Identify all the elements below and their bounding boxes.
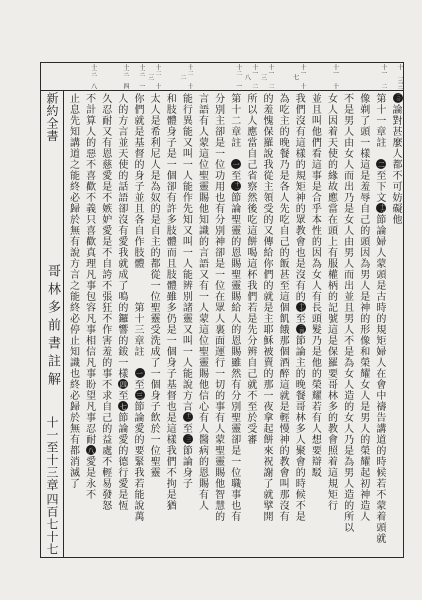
column-text: 和肢體身子是一個卻有許多肢體而且肢體雖多仍是一個身子基督也是這樣我們不拘是猶	[164, 93, 176, 511]
text-column	[371, 91, 387, 557]
verse-reference	[274, 64, 290, 89]
text-column	[290, 91, 306, 557]
text-column	[242, 91, 258, 557]
verse-reference	[161, 64, 177, 89]
verse-marker: 十六	[376, 203, 386, 213]
verse-reference	[97, 64, 113, 89]
body-text	[64, 91, 403, 557]
column-text: 節論愛的要緊我若能說萬	[132, 401, 143, 522]
text-column	[193, 91, 209, 557]
column-text: 像剃了頭一樣這是羞辱自己的頭因為男人是神的形像和榮耀女人是男人的榮耀起初神造人	[357, 93, 369, 522]
column-text: 節論身子	[180, 445, 192, 489]
verse-reference: 十一 二	[379, 64, 387, 89]
text-column	[339, 91, 355, 557]
column-text: 言語有人蒙這位聖靈賜他知識的言語又有一人蒙這位聖靈賜他信心有人醫病的恩賜有人	[196, 93, 208, 511]
column-text: 太人是希利尼人是為奴的是自主的都從一位聖靈受洗成了一個身子飲於一位聖靈	[148, 93, 160, 478]
verse-reference: 十三 八	[89, 64, 97, 89]
text-column	[129, 91, 145, 557]
text-column	[355, 91, 371, 557]
verse-reference: 十二 十二	[178, 64, 194, 89]
verse-marker: 四	[119, 380, 128, 388]
verse-marker: 一	[232, 160, 241, 168]
column-text: 我們沒有這樣的規矩神的眾教會也是沒有的	[293, 93, 305, 302]
column-text: 至	[132, 379, 143, 390]
verse-marker: 十七	[296, 302, 306, 312]
verse-reference	[210, 64, 226, 89]
column-text: 至	[293, 313, 305, 324]
text-column	[258, 91, 274, 557]
chapter-range: 十一至十三章	[45, 416, 59, 491]
section-title: 哥林多前書註解	[45, 264, 60, 390]
text-column	[145, 91, 161, 557]
verse-reference	[193, 64, 209, 89]
verse-reference: 十一 十七	[291, 64, 307, 89]
chapter-note-heading: 第十二章註	[228, 93, 240, 159]
verse-marker: 二	[377, 160, 386, 168]
text-column	[113, 91, 129, 557]
verse-reference	[306, 64, 322, 89]
column-text: 節論婦人蒙頭是古時的規矩婦人在會中禱告講道的時候若不蒙着頭就	[373, 214, 385, 544]
column-text: 至下文	[373, 170, 385, 203]
text-column	[64, 91, 80, 557]
column-text: 至	[228, 170, 240, 181]
verse-reference: 十一 二八	[243, 64, 258, 89]
column-text: 為吃主的晚餐乃是各人先吃自己的飯甚至這個飢餓那個酒醉這就是輕慢神的教會叫那沒有	[277, 93, 289, 522]
verse-marker: 八	[87, 446, 96, 454]
text-column	[210, 91, 226, 557]
column-text: 至	[115, 390, 127, 401]
verse-reference	[339, 64, 355, 89]
verse-marker: 三四	[296, 324, 306, 334]
verse-marker: 三一	[183, 434, 193, 444]
column-text: 你們就是基督的身子並且各自作肢體	[132, 93, 143, 302]
verse-reference: 十二 一	[234, 64, 242, 89]
text-column	[81, 91, 97, 557]
verse-reference-strip	[64, 64, 403, 90]
column-text: 節論聖靈的恩賜聖靈賜給人的恩賜雖然有分別聖靈卻是一位職事也有	[228, 192, 240, 522]
verse-marker: 三	[135, 391, 144, 399]
column-text: 論對甚麼人都不可妨礙他	[390, 104, 401, 225]
column-text: 所以人應當自己省察然後吃這餅喝這杯我們若是先分辨自己就不至於受審	[244, 93, 256, 445]
chapter-note-heading: 第十一章註	[373, 93, 385, 159]
column-text: 人的方言並天使的話語卻沒有愛我就成了鳴的鑼響的鈸一樣	[115, 93, 127, 379]
column-text: 女人因着天使的緣故應當在頭上有服權柄的記號這是保羅要哥林多的教會照着這規矩行	[325, 93, 337, 511]
book-title: 新約全書	[45, 92, 59, 142]
text-column	[161, 91, 177, 557]
text-column	[226, 91, 242, 557]
verse-reference: 十 三三	[396, 64, 403, 89]
verse-marker: 一	[135, 369, 144, 377]
column-text: 久忍耐又有恩慈愛是不嫉妒愛是不自誇不張狂不作害羞的事不求自己的益處不輕易發怒	[99, 93, 111, 511]
running-title-column	[41, 90, 63, 557]
column-text: 不是男人由女人而出乃是女人由男人而出並且男人不是為女人造的女人乃是為男人造的所以	[341, 93, 353, 533]
column-text: 止息先知講道之能終必歸於無有說方言之能終必停止知識也終必歸於無有都消滅了	[67, 93, 79, 489]
verse-marker: 十一	[231, 181, 241, 191]
column-text: 愛是永不	[83, 456, 95, 500]
chapter-note-heading: 第十三章註	[132, 302, 143, 368]
verse-reference	[64, 64, 80, 89]
column-text: 節論愛的德行愛是恆	[115, 412, 127, 511]
column-text: 能行異能又叫一人能作先知又叫一人能辨別諸靈又叫一人能說方言	[180, 93, 192, 412]
verse-marker: 十二	[183, 412, 193, 422]
column-text: 的羞愧保羅說我從主領受的又傳給你們的就是主耶穌被賣的那一夜拿起餅來祝謝了就擘開	[261, 93, 272, 522]
verse-reference: 十三 一	[138, 64, 145, 89]
verse-reference: 十三 四	[121, 64, 129, 89]
verse-reference	[355, 64, 371, 89]
column-text: 至	[180, 423, 192, 434]
column-text: 分別主卻是一位功用也有分別神卻是一位在眾人裏面運行一切的事有人蒙聖靈賜他智慧的	[212, 93, 224, 522]
verse-reference: 十一 十	[331, 64, 339, 89]
column-text: 並且叫他們看這事是合乎本性的因為女人有長頭髮乃是他的榮耀若有人想要辯駁	[309, 93, 321, 478]
page-number: 四百七十七	[45, 493, 59, 556]
text-column	[274, 91, 290, 557]
text-column	[322, 91, 338, 557]
verse-reference: 十二 十三	[146, 64, 162, 89]
verse-marker: 三三	[393, 93, 403, 103]
text-column	[177, 91, 193, 557]
text-column	[97, 91, 113, 557]
verse-marker: 七	[119, 402, 128, 410]
column-text: 節論主的晚餐哥林多人聚會的時候不是	[293, 335, 305, 522]
verse-reference: 十一 二三	[259, 64, 274, 89]
text-column	[387, 91, 403, 557]
column-text: 不計算人的惡不喜歡不義只喜歡真理凡事包容凡事相信凡事盼望凡事忍耐	[83, 93, 95, 445]
text-column	[306, 91, 322, 557]
